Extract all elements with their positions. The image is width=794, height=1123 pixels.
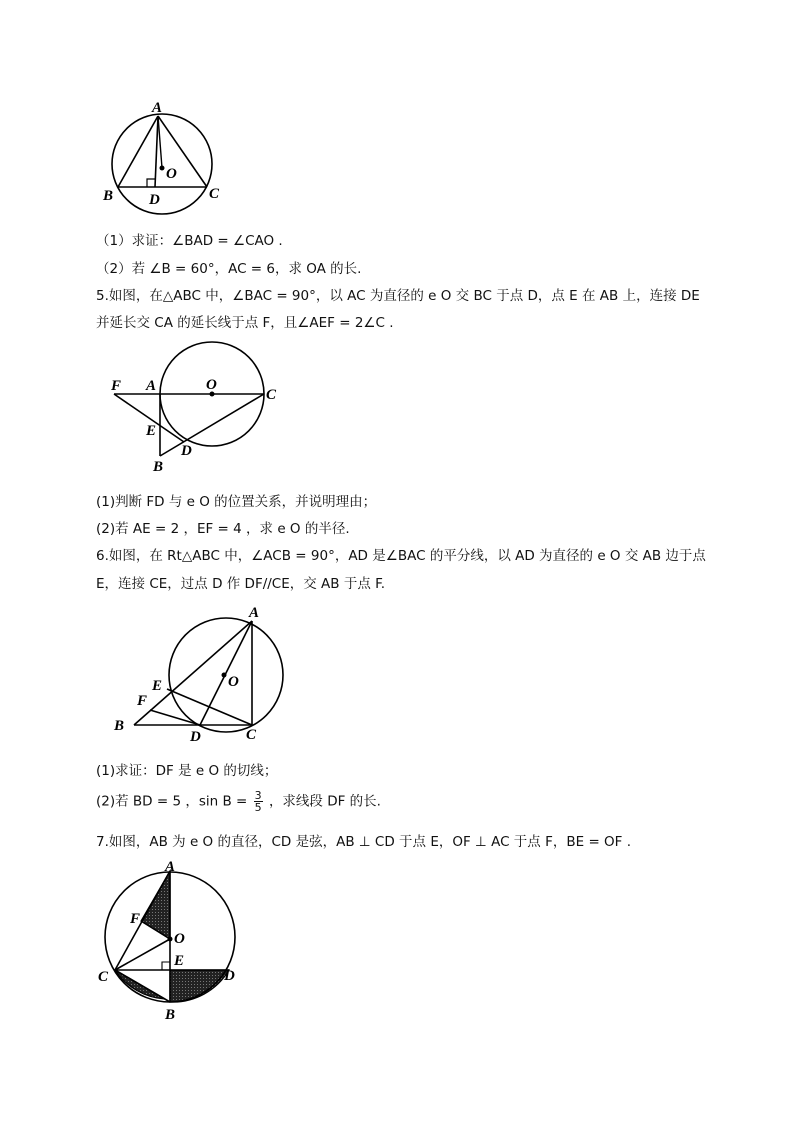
- label-b: B: [153, 459, 164, 475]
- figure-4-shaded-circle: [95, 855, 255, 1025]
- label-e: E: [174, 953, 185, 969]
- segment-ab: [118, 116, 158, 187]
- point-o: [222, 673, 227, 678]
- label-a: A: [146, 378, 157, 394]
- label-f: F: [111, 378, 122, 394]
- label-d: D: [181, 443, 192, 459]
- problem-6-text-line-2: E，连接 CE，过点 D 作 DF//CE，交 AB 于点 F.: [96, 576, 386, 592]
- figure-2-svg: [106, 340, 286, 475]
- label-d: D: [190, 729, 201, 745]
- segment-ad: [155, 116, 158, 187]
- figure-3-svg: [112, 601, 292, 746]
- shaded-region-right: [170, 970, 229, 1002]
- segment-ao: [158, 116, 162, 168]
- shaded-region-top: [141, 871, 170, 939]
- label-a: A: [249, 605, 260, 621]
- segment-cb: [115, 970, 170, 1002]
- label-c: C: [266, 387, 277, 403]
- problem-6-text-line-1: 6.如图，在 Rt△ABC 中，∠ACB = 90°，AD 是∠BAC 的平分线，以 AD 为直径的 e O 交 AB 边于点: [96, 548, 706, 564]
- figure-2-circle-tangent: [106, 340, 286, 475]
- label-a: A: [165, 859, 176, 875]
- label-e: E: [152, 678, 163, 694]
- right-angle-mark: [162, 962, 170, 970]
- problem-5-question-1: (1)判断 FD 与 e O 的位置关系，并说明理由；: [96, 494, 377, 510]
- label-b: B: [114, 718, 125, 734]
- problem-4-question-1: （1）求证：∠BAD = ∠CAO .: [96, 233, 283, 249]
- label-c: C: [209, 186, 220, 202]
- figure-3-angle-bisector-circle: [112, 601, 292, 746]
- problem-6-question-1: (1)求证：DF 是 e O 的切线；: [96, 763, 278, 779]
- fraction-numerator: 3: [254, 789, 262, 802]
- label-o: O: [174, 931, 185, 947]
- figure-1-svg: [100, 98, 240, 210]
- label-f: F: [130, 911, 141, 927]
- problem-7-text-line-1: 7.如图，AB 为 e O 的直径，CD 是弦，AB ⊥ CD 于点 E，OF ⊥ AC 于点 F，BE = OF .: [96, 834, 632, 850]
- label-d: D: [224, 968, 235, 984]
- segment-ab: [134, 621, 252, 725]
- label-f: F: [137, 693, 148, 709]
- right-angle-mark: [147, 179, 155, 187]
- problem-5-text-line-1: 5.如图，在△ABC 中，∠BAC = 90°，以 AC 为直径的 e O 交 BC 于点 D，点 E 在 AB 上，连接 DE: [96, 288, 700, 304]
- figure-4-svg: [95, 855, 255, 1025]
- label-c: C: [98, 969, 109, 985]
- label-e: E: [146, 423, 157, 439]
- label-o: O: [166, 166, 177, 182]
- label-o: O: [228, 674, 239, 690]
- question-2-text-before: (2)若 BD = 5 ，sin B =: [96, 793, 248, 810]
- label-d: D: [149, 192, 160, 208]
- label-o: O: [206, 377, 217, 393]
- problem-5-question-2: (2)若 AE = 2 ，EF = 4 ，求 e O 的半径.: [96, 521, 350, 537]
- segment-ad: [200, 621, 252, 725]
- problem-4-question-2: （2）若 ∠B = 60°，AC = 6，求 OA 的长.: [96, 261, 362, 277]
- label-a: A: [152, 100, 163, 116]
- problem-6-question-2: [96, 790, 381, 813]
- fraction-three-fifths: [254, 790, 263, 813]
- label-b: B: [165, 1007, 176, 1023]
- figure-1-circle-triangle: [100, 98, 240, 210]
- point-o: [160, 166, 165, 171]
- question-2-text-after: ，求线段 DF 的长.: [268, 793, 381, 810]
- problem-5-text-line-2: 并延长交 CA 的延长线于点 F，且∠AEF = 2∠C .: [96, 315, 394, 331]
- fraction-denominator: 5: [254, 801, 262, 814]
- label-b: B: [103, 188, 114, 204]
- point-o: [168, 937, 173, 942]
- segment-df: [150, 710, 200, 725]
- label-c: C: [246, 727, 257, 743]
